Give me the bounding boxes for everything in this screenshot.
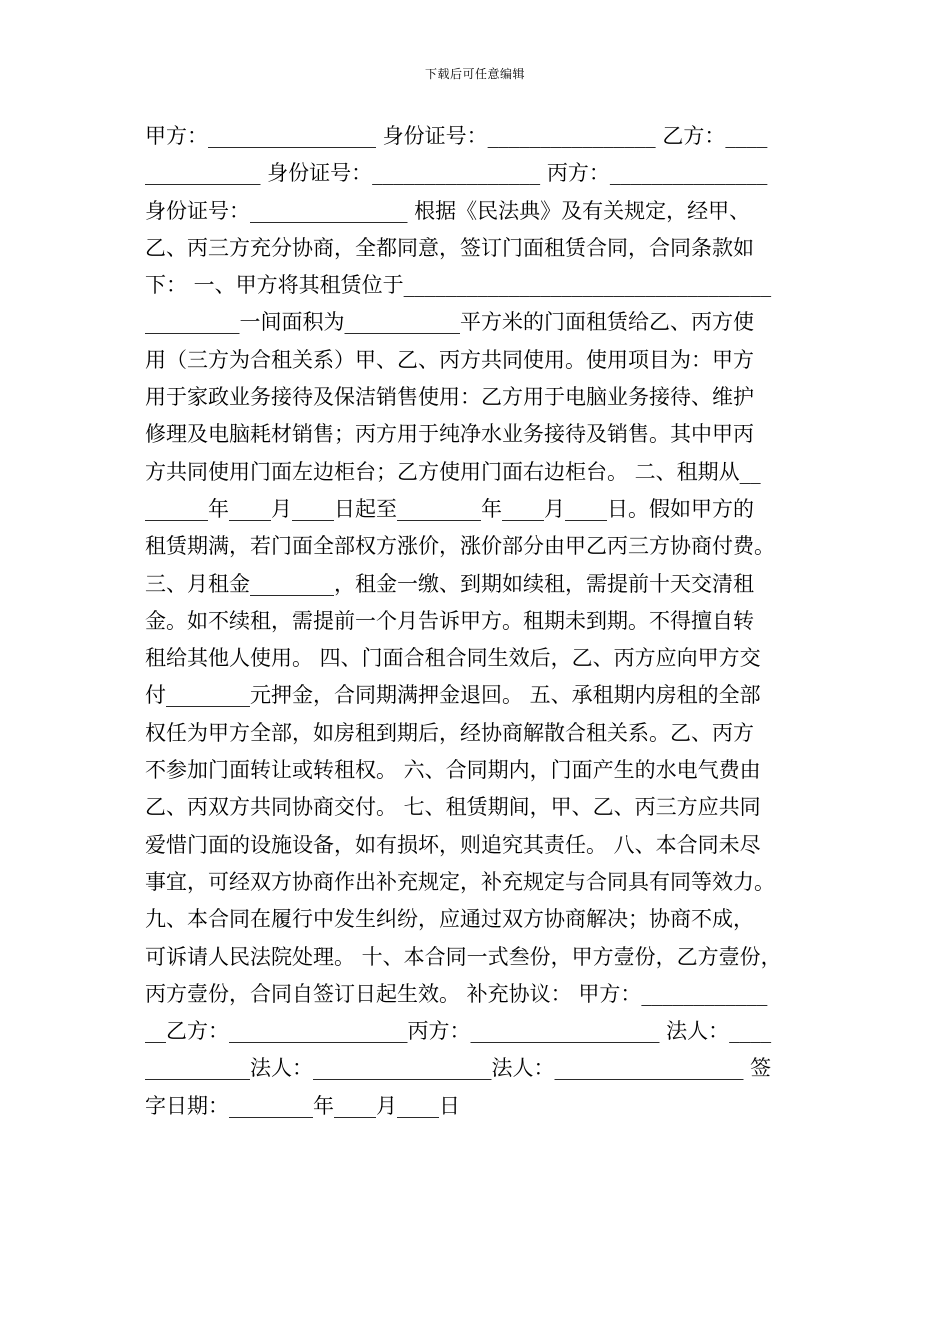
contract-line: 丙方壹份，合同自签订日起生效。 补充协议： 甲方：____________ [145, 981, 768, 1006]
contract-line: 租给其他人使用。 四、门面合租合同生效后，乙、丙方应向甲方交 [145, 646, 761, 671]
contract-line: 三、月租金________，租金一缴、到期如续租，需提前十天交清租 [145, 571, 754, 596]
contract-body [145, 118, 810, 1125]
contract-line: ______年____月____日起至________年____月____日。假如甲方的 [145, 496, 754, 521]
contract-line: 爱惜门面的设施设备，如有损坏，则追究其责任。 八、本合同未尽 [145, 832, 761, 857]
contract-line: 下： 一、甲方将其租赁位于___________________________________ [145, 273, 772, 298]
contract-line: 用于家政业务接待及保洁销售使用：乙方用于电脑业务接待、维护 [145, 385, 754, 410]
contract-line: __________法人：_________________法人：__________________ 签 [145, 1056, 772, 1081]
contract-line: 事宜，可经双方协商作出补充规定，补充规定与合同具有同等效力。 [145, 869, 775, 894]
contract-line: 九、本合同在履行中发生纠纷，应通过双方协商解决；协商不成， [145, 907, 754, 932]
contract-line: 权任为甲方全部，如房租到期后，经协商解散合租关系。乙、丙方 [145, 720, 754, 745]
contract-line: 身份证号：_______________ 根据《民法典》及有关规定，经甲、 [145, 198, 751, 223]
contract-line: 修理及电脑耗材销售；丙方用于纯净水业务接待及销售。其中甲丙 [145, 422, 754, 447]
contract-line: 付________元押金，合同期满押金退回。 五、承租期内房租的全部 [145, 683, 761, 708]
contract-line: 字日期：________年____月____日 [145, 1093, 460, 1118]
contract-line: 可诉请人民法院处理。 十、本合同一式叁份，甲方壹份，乙方壹份， [145, 944, 782, 969]
contract-line: __乙方：_________________丙方：__________________ 法人：____ [145, 1019, 772, 1044]
contract-line: 用（三方为合租关系）甲、乙、丙方共同使用。使用项目为：甲方 [145, 347, 754, 372]
page-header-note: 下载后可任意编辑 [424, 67, 525, 81]
contract-line: 金。如不续租，需提前一个月告诉甲方。租期未到期。不得擅自转 [145, 608, 754, 633]
contract-line: 乙、丙三方充分协商，全都同意，签订门面租赁合同，合同条款如 [145, 235, 754, 260]
contract-line: ___________ 身份证号：________________ 丙方：_______________ [145, 161, 768, 186]
contract-line: 乙、丙双方共同协商交付。 七、租赁期间，甲、乙、丙三方应共同 [145, 795, 761, 820]
contract-line: 不参加门面转让或转租权。 六、合同期内，门面产生的水电气费由 [145, 758, 761, 783]
contract-line: 租赁期满，若门面全部权方涨价，涨价部分由甲乙丙三方协商付费。 [145, 534, 775, 559]
contract-line: 甲方：________________ 身份证号：________________ 乙方：____ [145, 124, 768, 148]
contract-line: _________一间面积为___________平方米的门面租赁给乙、丙方使 [145, 310, 754, 335]
contract-line: 方共同使用门面左边柜台；乙方使用门面右边柜台。 二、租期从__ [145, 459, 761, 484]
